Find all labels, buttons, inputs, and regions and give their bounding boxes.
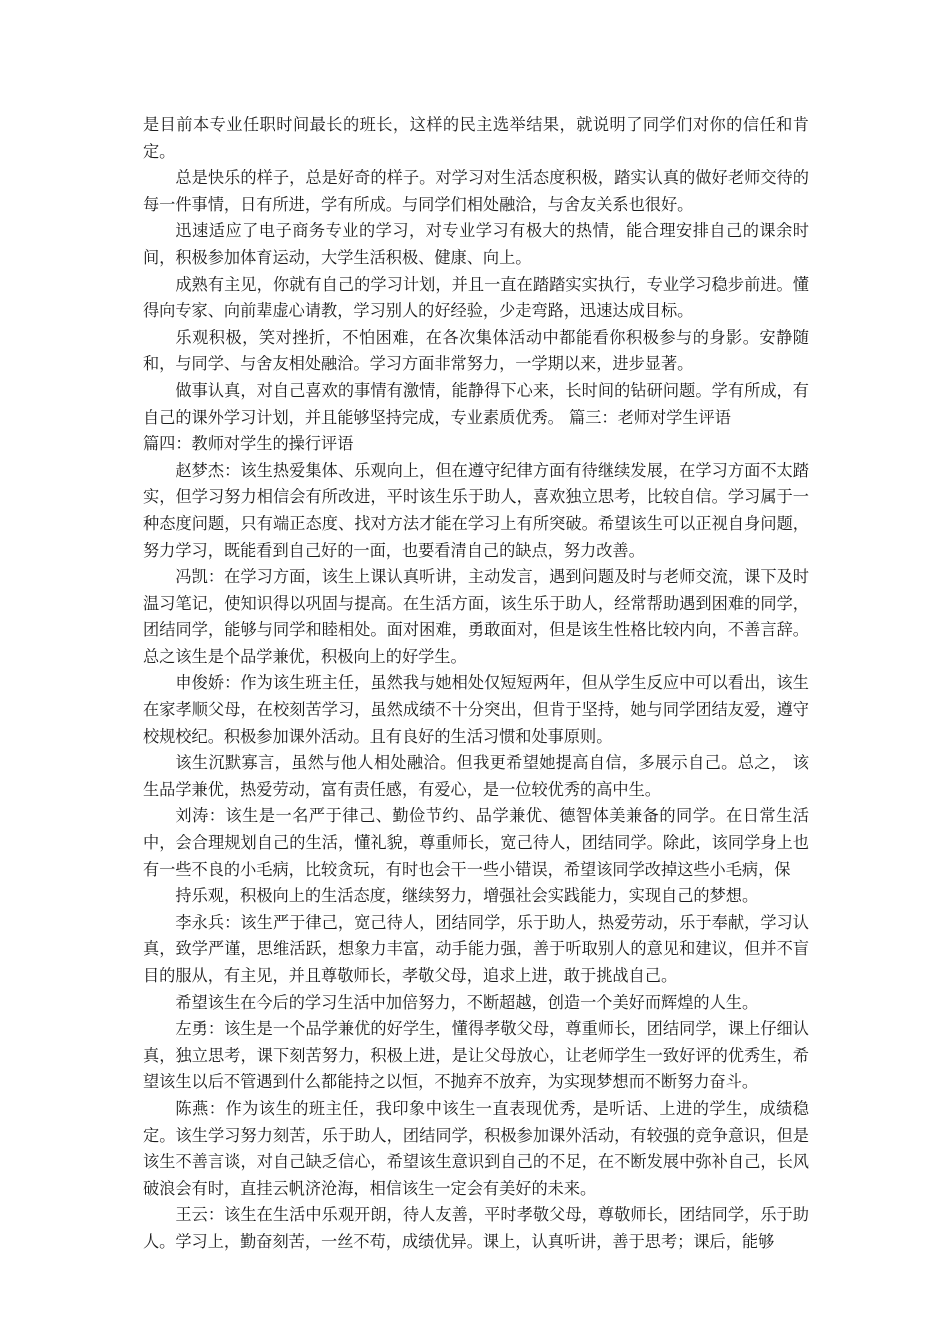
paragraph: 希望该生在今后的学习生活中加倍努力，不断超越，创造一个美好而辉煌的人生。	[175, 992, 759, 1012]
paragraph: 王云：该生在生活中乐观开朗，待人友善，平时孝敬父母，尊敬师长，团结同学，乐于助人。学习上，勤奋刻苦，一丝不苟，成绩优异。课上，认真听讲，善于思考；课后，能够	[143, 1205, 809, 1251]
paragraph: 乐观积极，笑对挫折，不怕困难，在各次集体活动中都能看你积极参与的身影。安静随和，与同学、与舍友相处融洽。学习方面非常努力，一学期以来，进步显著。	[143, 327, 809, 374]
paragraph: 持乐观，积极向上的生活态度，继续努力，增强社会实践能力，实现自己的梦想。	[175, 886, 759, 906]
paragraph: 左勇：该生是一个品学兼优的好学生，懂得孝敬父母，尊重师长，团结同学，课上仔细认真，独立思考，课下刻苦努力，积极上进，是让父母放心，让老师学生一致好评的优秀生，希望该生以后不管遇到什么都能持之以恒，不抛弃不放弃，为实现梦想而不断努力奋斗。	[143, 1019, 809, 1092]
document-body	[143, 112, 809, 1256]
paragraph: 刘涛：该生是一名严于律己、勤俭节约、品学兼优、德智体美兼备的同学。在日常生活中，会合理规划自己的生活，懂礼貌，尊重师长，宽己待人，团结同学。除此，该同学身上也有一些不良的小毛病，比较贪玩，有时也会干一些小错误，希望该同学改掉这些小毛病，保	[143, 806, 809, 879]
paragraph: 申俊娇：作为该生班主任，虽然我与她相处仅短短两年，但从学生反应中可以看出，该生在家孝顺父母，在校刻苦学习，虽然成绩不十分突出，但肯于坚持，她与同学团结友爱，遵守校规校纪。积极参加课外活动。且有良好的生活习惯和处事原则。	[143, 673, 809, 746]
paragraph: 迅速适应了电子商务专业的学习，对专业学习有极大的热情，能合理安排自己的课余时间，积极参加体育运动，大学生活积极、健康、向上。	[143, 221, 809, 267]
paragraph: 冯凯：在学习方面，该生上课认真听讲，主动发言，遇到问题及时与老师交流，课下及时温习笔记，使知识得以巩固与提高。在生活方面，该生乐于助人，经常帮助遇到困难的同学，团结同学，能够与同学和睦相处。面对困难，勇敢面对，但是该生性格比较内向，不善言辞。总之该生是个品学兼优，积极向上的好学生。	[143, 567, 809, 666]
paragraph: 总是快乐的样子，总是好奇的样子。对学习对生活态度积极，踏实认真的做好老师交待的每一件事情，日有所进，学有所成。与同学们相处融洽，与舍友关系也很好。	[143, 168, 809, 214]
paragraph: 成熟有主见，你就有自己的学习计划，并且一直在踏踏实实执行，专业学习稳步前进。懂得向专家、向前辈虚心请教，学习别人的好经验，少走弯路，迅速达成目标。	[143, 274, 809, 321]
paragraph: 赵梦杰：该生热爱集体、乐观向上，但在遵守纪律方面有待继续发展，在学习方面不太踏实，但学习努力相信会有所改进，平时该生乐于助人，喜欢独立思考，比较自信。学习属于一种态度问题，只有端正态度、找对方法才能在学习上有所突破。希望该生可以正视自身问题，努力学习，既能看到自己好的一面，也要看清自己的缺点，努力改善。	[143, 460, 809, 560]
paragraph: 该生沉默寡言，虽然与他人相处融洽。但我更希望她提高自信，多展示自己。总之， 该生品学兼优，热爱劳动，富有责任感，有爱心，是一位较优秀的高中生。	[143, 753, 809, 799]
paragraph: 李永兵：该生严于律己，宽己待人，团结同学，乐于助人，热爱劳动，乐于奉献，学习认真，致学严谨，思维活跃，想象力丰富，动手能力强，善于听取别人的意见和建议，但并不盲目的服从，有主见，并且尊敬师长，孝敬父母，追求上进，敢于挑战自己。	[143, 912, 809, 985]
paragraph: 陈燕：作为该生的班主任，我印象中该生一直表现优秀，是听话、上进的学生，成绩稳定。该生学习努力刻苦，乐于助人，团结同学，积极参加课外活动，有较强的竞争意识，但是该生不善言谈，对自己缺乏信心，希望该生意识到自己的不足，在不断发展中弥补自己，长风破浪会有时，直挂云帆济沧海，相信该生一定会有美好的未来。	[143, 1098, 809, 1198]
section-heading: 篇四：教师对学生的操行评语	[143, 434, 354, 454]
paragraph: 是目前本专业任职时间最长的班长，这样的民主选举结果，就说明了同学们对你的信任和肯定。	[143, 115, 809, 161]
paragraph: 做事认真，对自己喜欢的事情有激情，能静得下心来，长时间的钻研问题。学有所成，有自己的课外学习计划，并且能够坚持完成，专业素质优秀。 篇三：老师对学生评语	[143, 380, 809, 427]
